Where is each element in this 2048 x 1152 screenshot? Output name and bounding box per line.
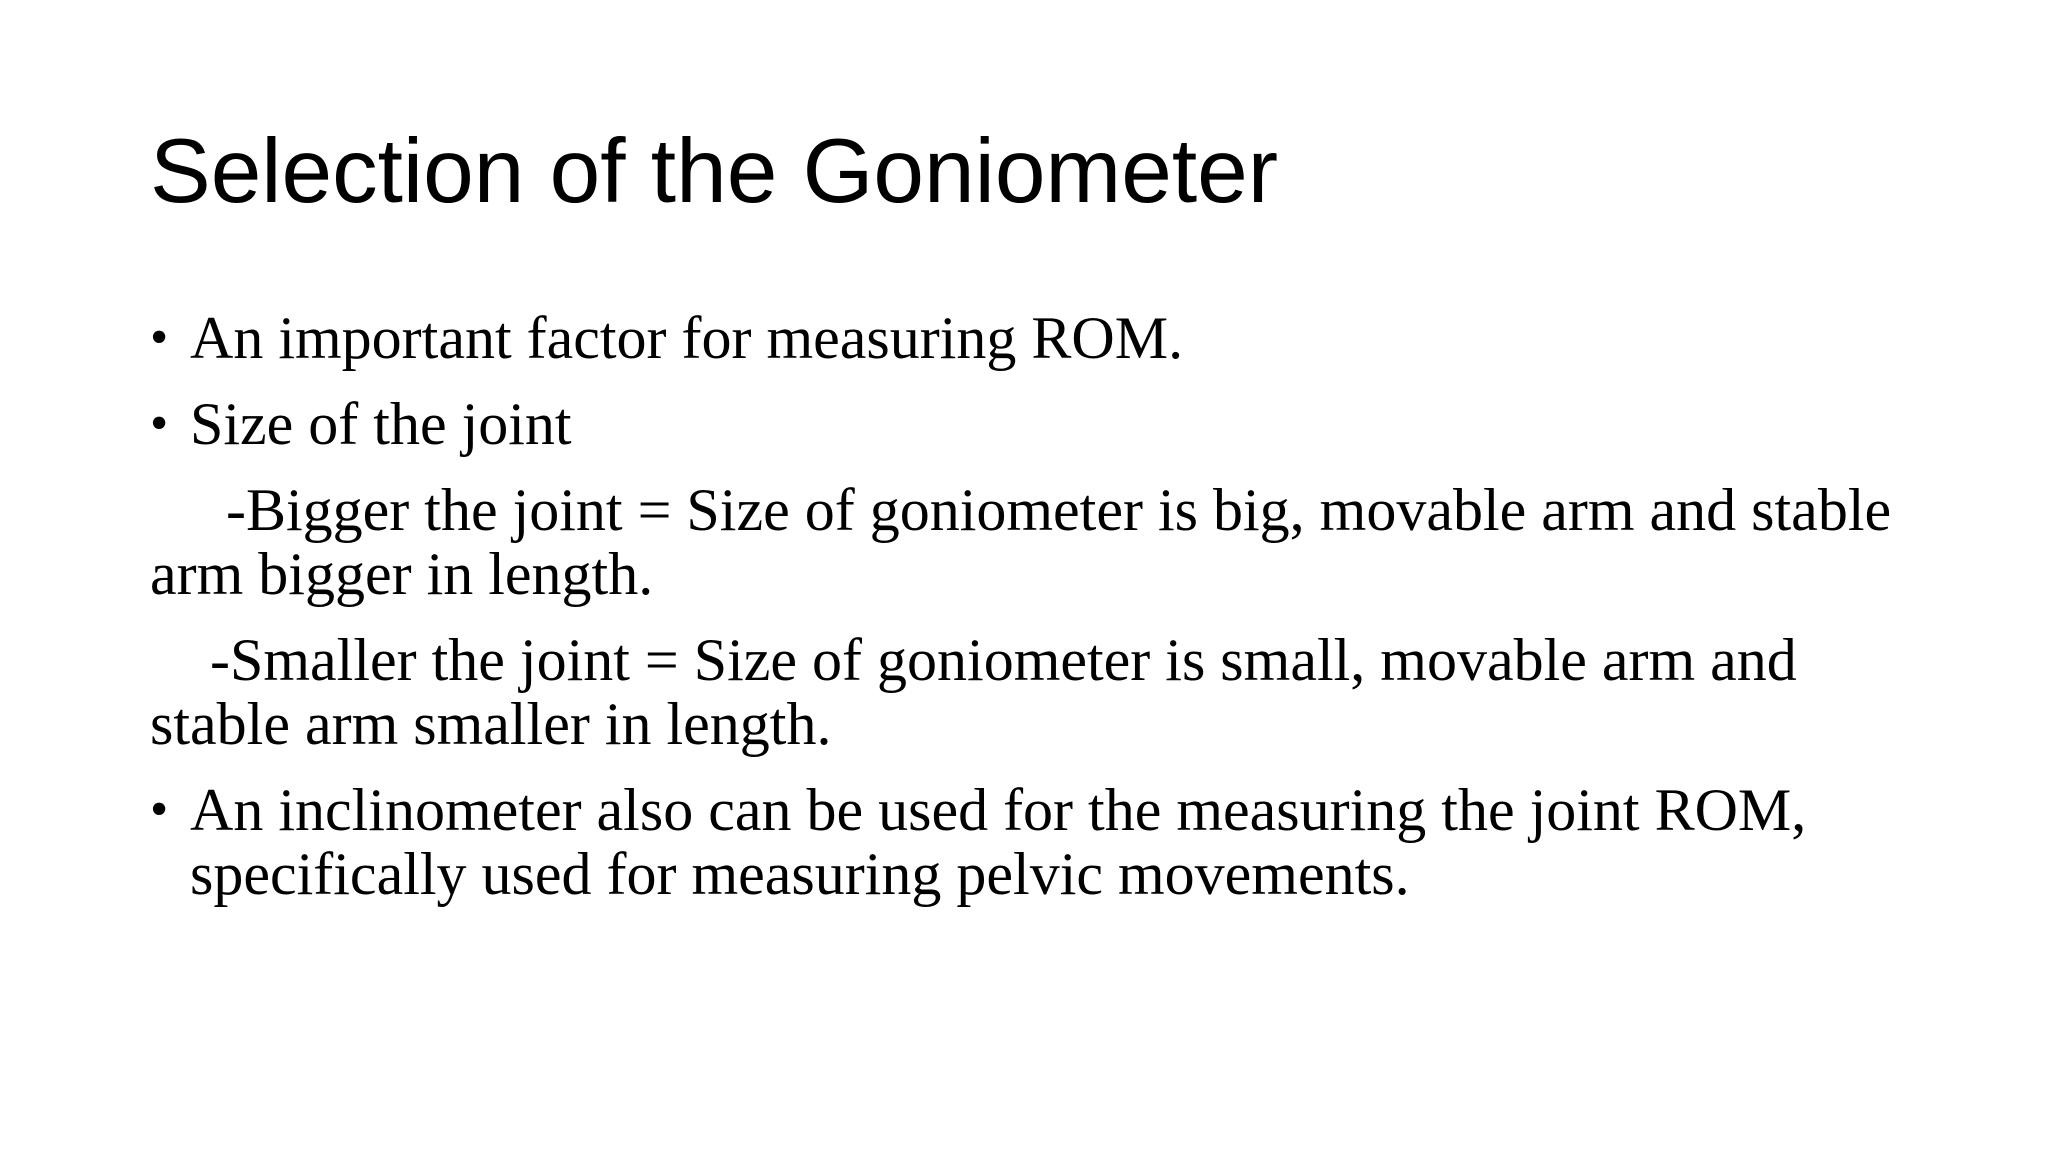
- sub-point: [150, 628, 1910, 756]
- bullet-dot-icon: •: [150, 309, 169, 366]
- bullet-item: [150, 392, 1910, 456]
- bullet-item: [150, 778, 1910, 906]
- bullet-dot-icon: •: [150, 395, 169, 452]
- sub-point-text: -Smaller the joint = Size of goniometer is small, movable arm and stable arm smaller in length.: [150, 627, 1797, 757]
- bullet-dot-icon: •: [150, 781, 169, 838]
- sub-point-text: -Bigger the joint = Size of goniometer is big, movable arm and stable arm bigger in length.: [150, 477, 1892, 607]
- slide-title: Selection of the Goniometer: [150, 121, 1279, 222]
- bullet-text: Size of the joint: [190, 391, 572, 457]
- sub-point: [150, 478, 1910, 606]
- bullet-text: An important factor for measuring ROM.: [190, 305, 1184, 371]
- slide-body: [150, 306, 1910, 928]
- bullet-text: An inclinometer also can be used for the measuring the joint ROM, specifically used for measuring pelvic movements.: [190, 777, 1807, 907]
- bullet-item: [150, 306, 1910, 370]
